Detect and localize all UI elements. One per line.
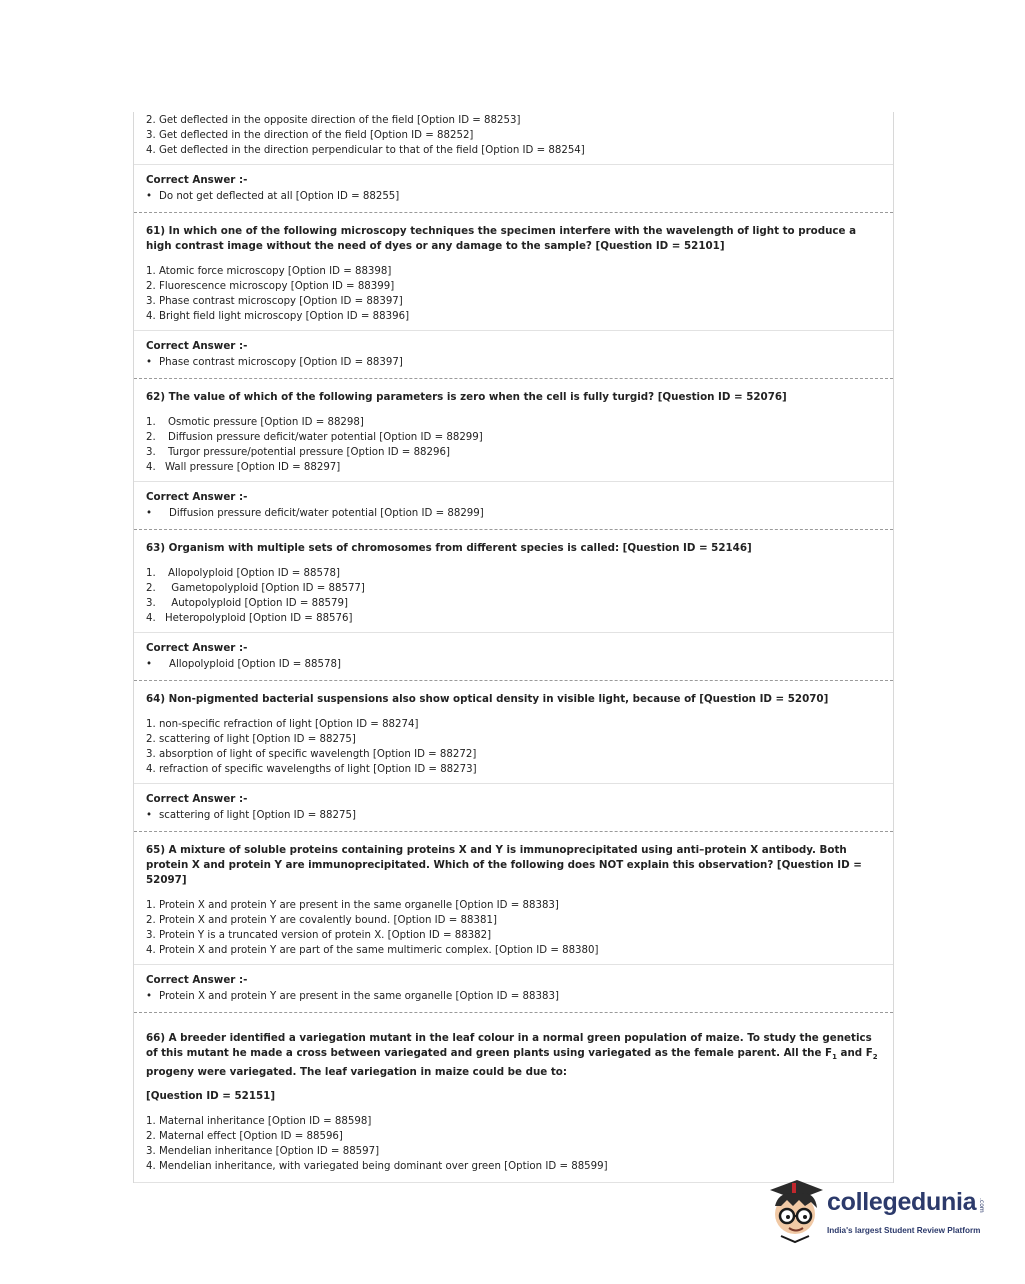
- option-line: 2. Maternal effect [Option ID = 88596]: [146, 1130, 343, 1142]
- q64-options: [134, 714, 893, 783]
- correct-answer-heading: Correct Answer :-: [146, 340, 248, 353]
- q65-answer: [134, 964, 893, 1012]
- correct-answer-text: • Diffusion pressure deficit/water potential [Option ID = 88299]: [146, 508, 484, 520]
- q61-answer: [134, 330, 893, 378]
- option-line: 1. Osmotic pressure [Option ID = 88298]: [146, 417, 364, 429]
- q63-question: 63) Organism with multiple sets of chromosomes from different species is called: [Question ID = 52146]: [146, 542, 752, 555]
- q61-options: [134, 261, 893, 330]
- option-line: 1. non-specific refraction of light [Option ID = 88274]: [146, 719, 419, 731]
- option-line: 3. Phase contrast microscopy [Option ID = 88397]: [146, 295, 403, 307]
- q62-question: 62) The value of which of the following parameters is zero when the cell is fully turgid? [Question ID = 52076]: [146, 391, 787, 404]
- correct-answer-text: • scattering of light [Option ID = 88275]: [146, 810, 356, 822]
- correct-answer-text: • Protein X and protein Y are present in the same organelle [Option ID = 88383]: [146, 991, 559, 1003]
- option-line: 4. Mendelian inheritance, with variegated being dominant over green [Option ID = 88599]: [146, 1160, 608, 1172]
- option-line: 1. Maternal inheritance [Option ID = 88598]: [146, 1116, 372, 1128]
- q64-answer: [134, 783, 893, 831]
- correct-answer-heading: Correct Answer :-: [146, 642, 248, 655]
- mascot-icon: [765, 1176, 825, 1246]
- option-line: 4. Bright field light microscopy [Option ID = 88396]: [146, 310, 410, 322]
- option-line: 3. Autopolyploid [Option ID = 88579]: [146, 597, 348, 609]
- q65-question: 65) A mixture of soluble proteins containing proteins X and Y is immunoprecipitated using anti–protein X antibody. Both protein X and protein Y are immunoprecipitated. Which of the following does NOT explain this observation? [Question ID = 52097]: [146, 844, 862, 887]
- correct-answer-text: • Allopolyploid [Option ID = 88578]: [146, 659, 341, 671]
- logo-tagline: India's largest Student Review Platform: [827, 1226, 981, 1235]
- correct-answer-heading: Correct Answer :-: [146, 793, 248, 806]
- correct-answer-text: • Phase contrast microscopy [Option ID = 88397]: [146, 357, 403, 369]
- option-line: 2. Protein X and protein Y are covalently bound. [Option ID = 88381]: [146, 914, 497, 926]
- q66-question-id: [Question ID = 52151]: [146, 1090, 276, 1103]
- correct-answer-text: • Do not get deflected at all [Option ID = 88255]: [146, 191, 400, 203]
- option-line: 4. Protein X and protein Y are part of the same multimeric complex. [Option ID = 88380]: [146, 944, 599, 956]
- option-line: 4. refraction of specific wavelengths of light [Option ID = 88273]: [146, 763, 477, 775]
- correct-answer-heading: Correct Answer :-: [146, 491, 248, 504]
- q62-answer: [134, 481, 893, 529]
- option-line: 1. Allopolyploid [Option ID = 88578]: [146, 568, 340, 580]
- collegedunia-logo: [765, 1176, 995, 1246]
- q60-options: [134, 112, 893, 164]
- logo-wordmark: collegedunia: [827, 1188, 977, 1216]
- option-line: 3. Protein Y is a truncated version of protein X. [Option ID = 88382]: [146, 929, 492, 941]
- q66-question: 66) A breeder identified a variegation mutant in the leaf colour in a normal green population of maize. To study the genetics of this mutant he made a cross between variegated and green plants using variegated as the female parent. All the $F_1$ and $F_2$ progeny were variegated. The leaf variegation in maize could be due to: [Question ID = 52151]: [134, 1013, 893, 1111]
- exam-response-sheet: [133, 112, 894, 1183]
- correct-answer-heading: Correct Answer :-: [146, 974, 248, 987]
- option-line: 4. Heteropolyploid [Option ID = 88576]: [146, 612, 353, 624]
- q66-options: [134, 1111, 893, 1182]
- option-line: 2. Fluorescence microscopy [Option ID = 88399]: [146, 280, 395, 292]
- correct-answer-heading: Correct Answer :-: [146, 174, 248, 187]
- q62-options: [134, 412, 893, 481]
- option-line: 2. Diffusion pressure deficit/water potential [Option ID = 88299]: [146, 431, 483, 443]
- option-line: 2. Get deflected in the opposite direction of the field [Option ID = 88253]: [146, 115, 521, 126]
- q64-question: 64) Non-pigmented bacterial suspensions also show optical density in visible light, because of [Question ID = 52070]: [146, 693, 829, 706]
- q61-question: 61) In which one of the following microscopy techniques the specimen interfere with the wavelength of light to produce a high contrast image without the need of dyes or any damage to the sample? [Question ID = 52101]: [146, 225, 857, 253]
- option-line: 4. Wall pressure [Option ID = 88297]: [146, 461, 341, 473]
- option-line: 2. scattering of light [Option ID = 88275]: [146, 733, 356, 745]
- option-line: 4. Get deflected in the direction perpendicular to that of the field [Option ID = 88254]: [146, 144, 585, 156]
- option-line: 1. Protein X and protein Y are present in the same organelle [Option ID = 88383]: [146, 900, 559, 912]
- option-line: 3. absorption of light of specific wavelength [Option ID = 88272]: [146, 748, 477, 760]
- option-line: 3. Turgor pressure/potential pressure [Option ID = 88296]: [146, 446, 450, 458]
- q60-answer: [134, 164, 893, 212]
- option-line: 3. Get deflected in the direction of the field [Option ID = 88252]: [146, 129, 474, 141]
- q63-answer: [134, 632, 893, 680]
- option-line: 2. Gametopolyploid [Option ID = 88577]: [146, 582, 365, 594]
- q65-options: [134, 895, 893, 964]
- logo-dotcom: .com: [978, 1198, 985, 1213]
- q63-options: [134, 563, 893, 632]
- option-line: 3. Mendelian inheritance [Option ID = 88597]: [146, 1145, 380, 1157]
- option-line: 1. Atomic force microscopy [Option ID = 88398]: [146, 266, 392, 278]
